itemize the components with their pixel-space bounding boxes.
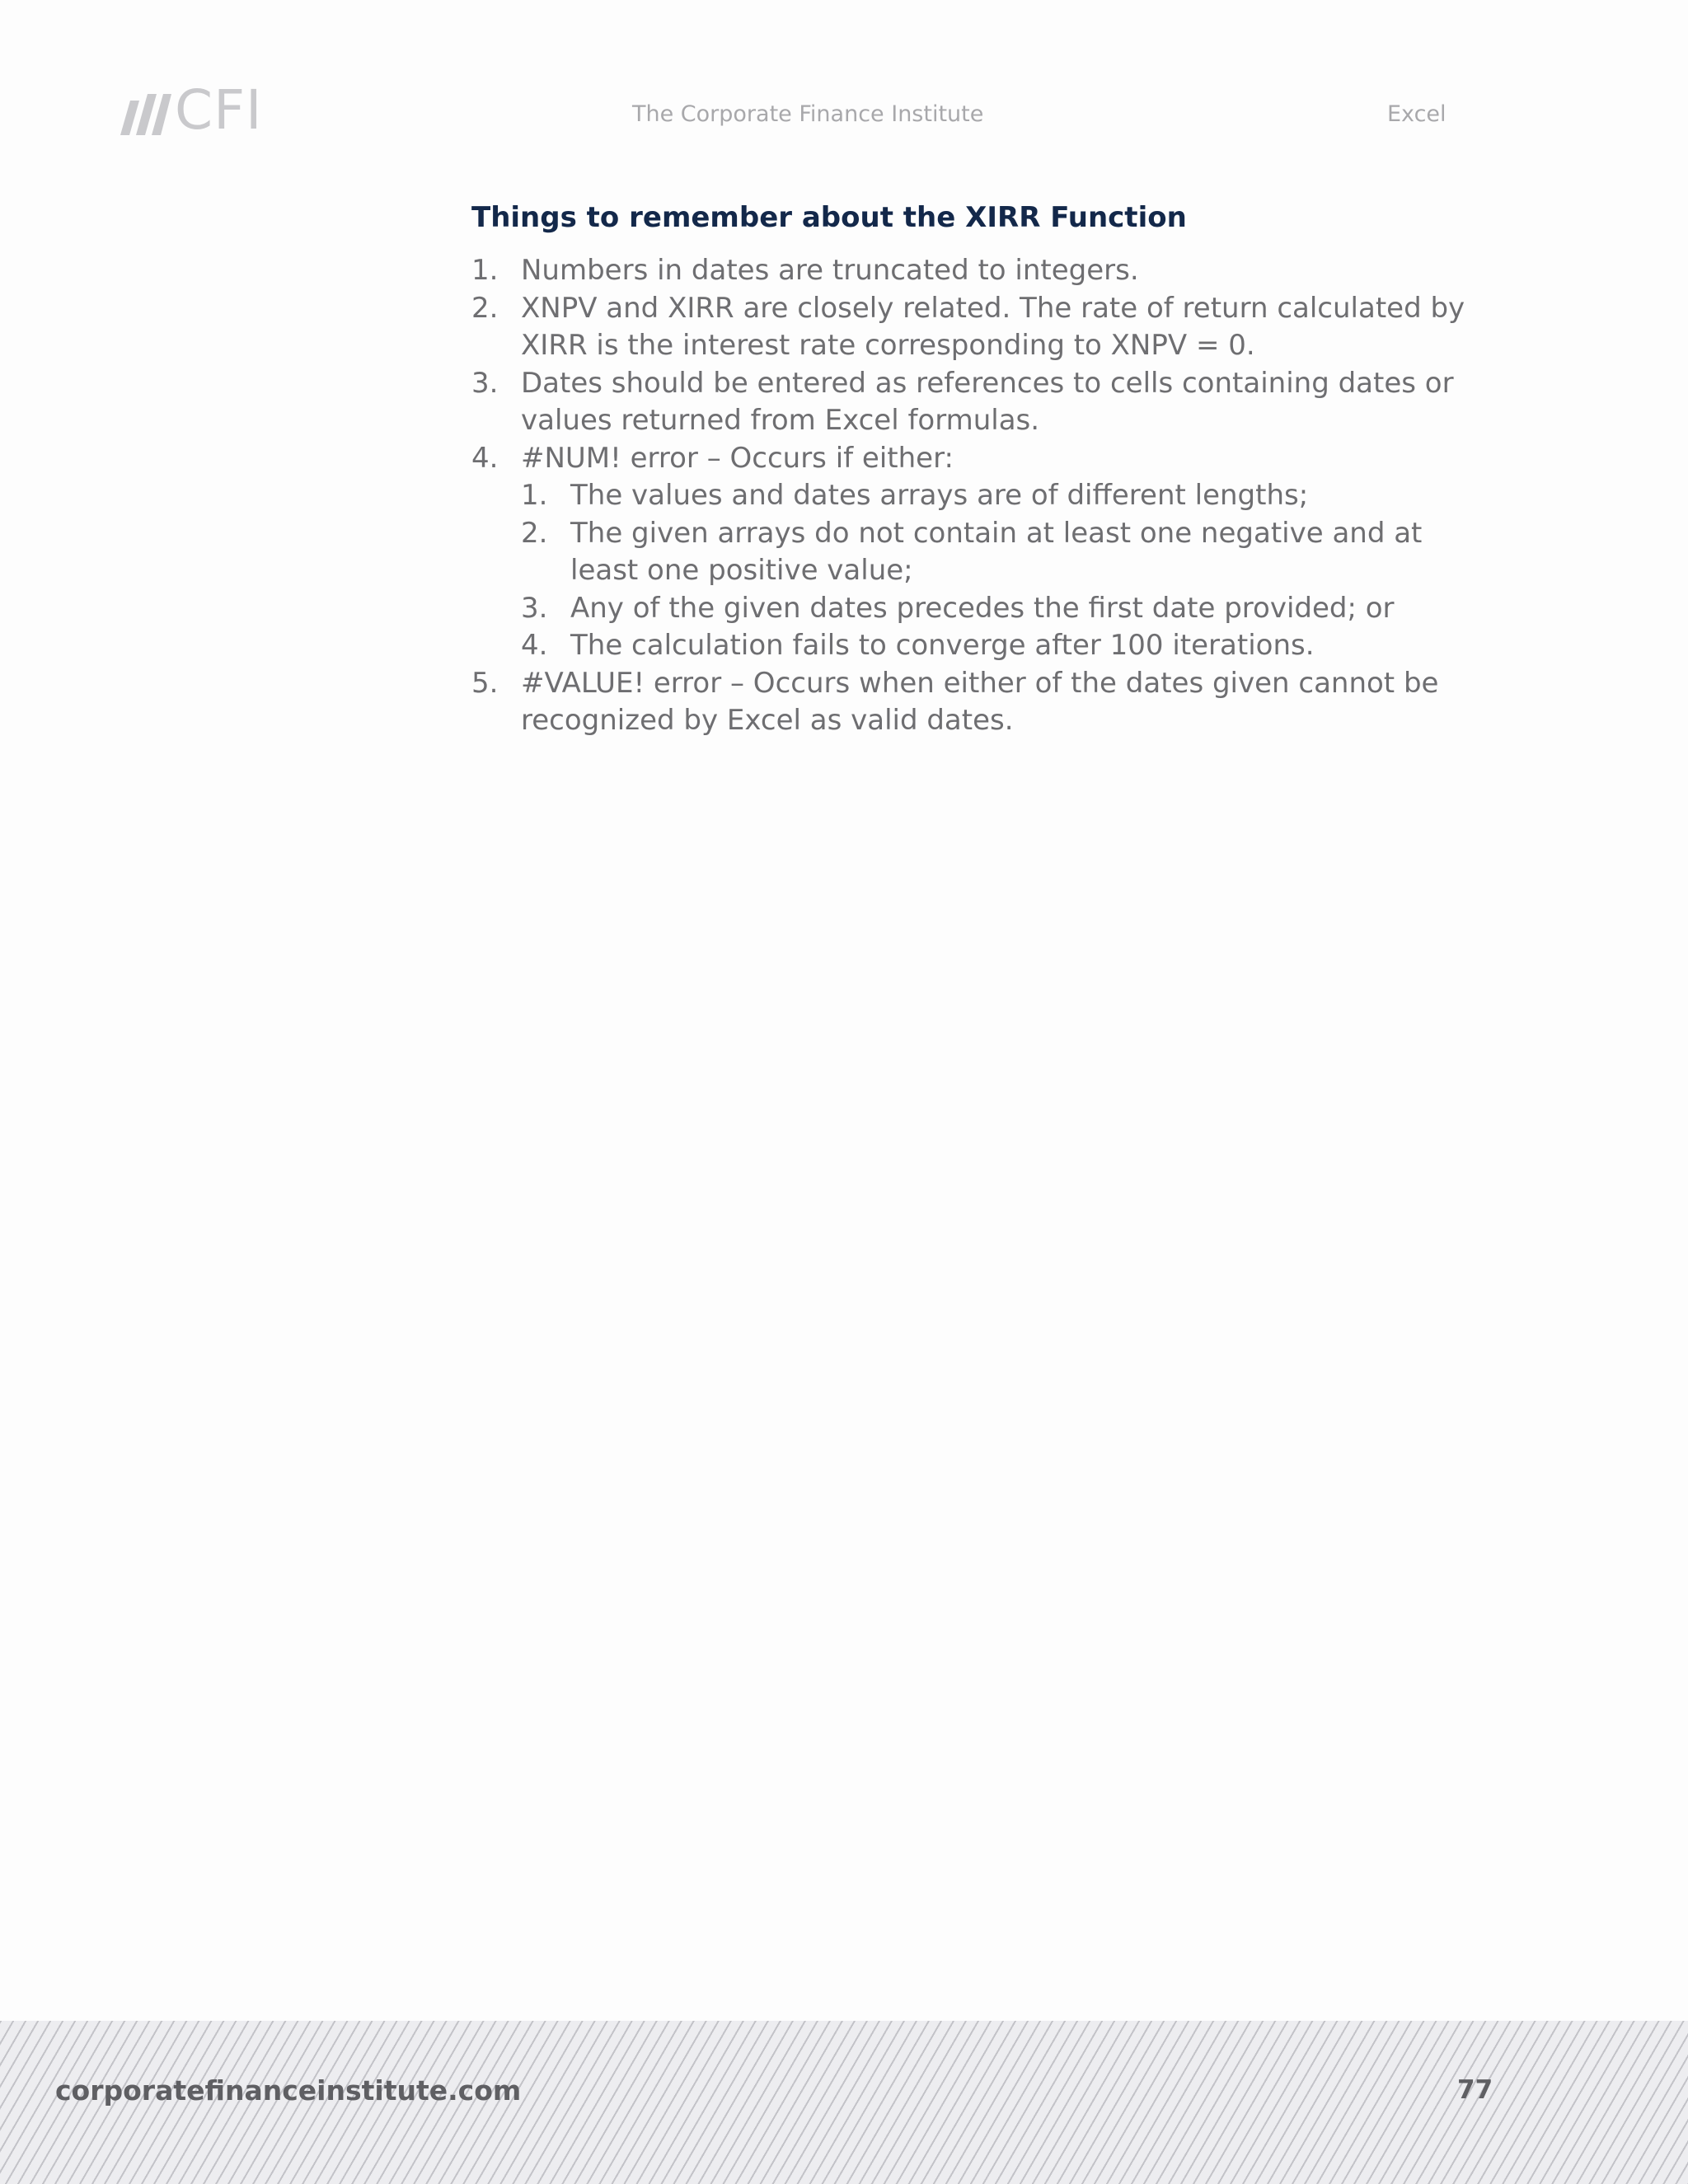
list-item-number: 2.	[471, 291, 499, 325]
footer-website-url: corporatefinanceinstitute.com	[55, 2074, 522, 2107]
sub-list-item-text: The values and dates arrays are of different lengths;	[570, 479, 1309, 512]
list-item	[471, 440, 1485, 665]
page-number: 77	[1457, 2075, 1493, 2105]
cfi-logo	[114, 78, 263, 142]
logo-wordmark: CFI	[175, 78, 263, 142]
list-item-text: XNPV and XIRR are closely related. The rate of return calculated by XIRR is the interest rate corresponding to XNPV = 0.	[521, 291, 1465, 362]
sub-list-item-text: Any of the given dates precedes the first date provided; or	[570, 591, 1395, 625]
header-section-label: Excel	[1387, 101, 1447, 127]
list-item	[471, 252, 1485, 290]
list-item-text: Dates should be entered as references to cells containing dates or values returned from Excel formulas.	[521, 366, 1454, 437]
sub-list-item-number: 1.	[521, 479, 548, 512]
sub-list-item	[521, 515, 1485, 590]
main-content	[471, 198, 1485, 740]
numbered-list	[471, 252, 1485, 740]
list-item	[471, 665, 1485, 740]
sub-list-item	[521, 477, 1485, 515]
nested-numbered-list	[521, 477, 1485, 665]
list-item-number: 5.	[471, 666, 499, 700]
list-item	[471, 365, 1485, 440]
list-item-text: Numbers in dates are truncated to integers.	[521, 254, 1139, 287]
list-item-text: #VALUE! error – Occurs when either of the dates given cannot be recognized by Excel as valid dates.	[521, 666, 1439, 737]
section-title: Things to remember about the XIRR Function	[471, 201, 1187, 234]
header-institute-name: The Corporate Finance Institute	[632, 101, 984, 127]
sub-list-item	[521, 590, 1485, 628]
sub-list-item-number: 4.	[521, 629, 548, 662]
sub-list-item-number: 2.	[521, 516, 548, 550]
list-item-number: 1.	[471, 254, 499, 287]
list-item-number: 3.	[471, 366, 499, 400]
cfi-logo-stripes-icon	[114, 91, 171, 135]
sub-list-item	[521, 627, 1485, 665]
sub-list-item-number: 3.	[521, 591, 548, 625]
sub-list-item-text: The given arrays do not contain at least one negative and at least one positive value;	[570, 516, 1423, 587]
list-item	[471, 290, 1485, 365]
list-item-number: 4.	[471, 441, 499, 475]
list-item-text: #NUM! error – Occurs if either:	[521, 441, 954, 475]
sub-list-item-text: The calculation fails to converge after 100 iterations.	[570, 629, 1315, 662]
